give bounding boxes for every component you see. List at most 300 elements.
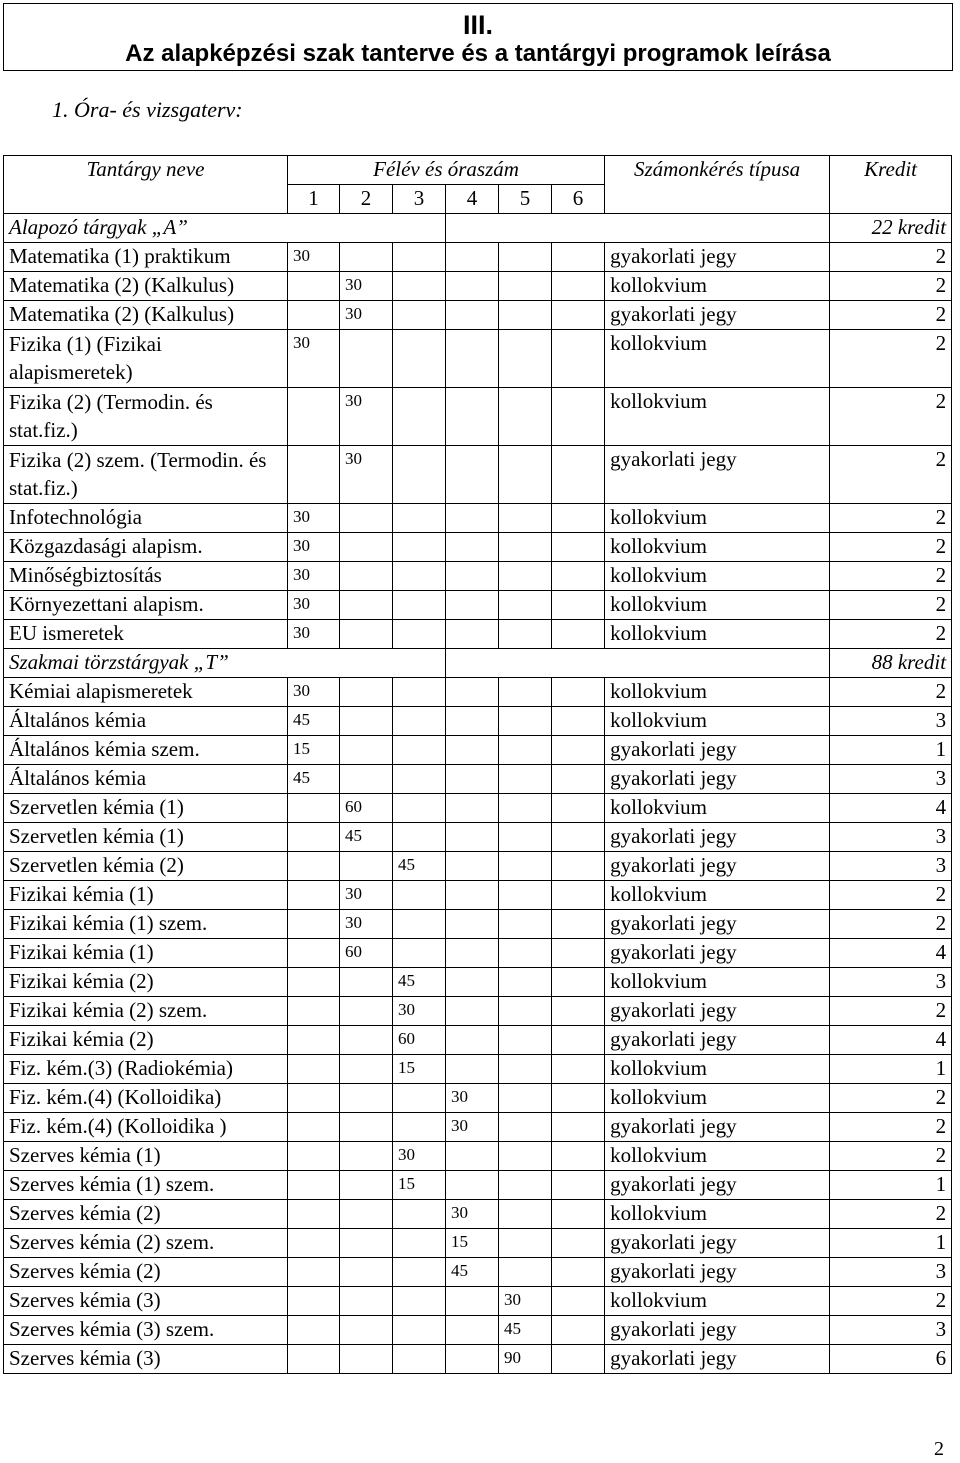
- assessment-type: gyakorlati jegy: [605, 1316, 830, 1345]
- semester-empty: [446, 562, 499, 591]
- semester-empty: [340, 765, 393, 794]
- semester-hours: 45: [446, 1258, 499, 1287]
- semester-empty: [446, 388, 499, 446]
- semester-empty: [499, 446, 552, 504]
- semester-hours: 30: [340, 910, 393, 939]
- table-row: [4, 910, 952, 939]
- semester-empty: [393, 388, 446, 446]
- assessment-type: gyakorlati jegy: [605, 1171, 830, 1200]
- semester-empty: [446, 736, 499, 765]
- credit-value: 2: [830, 272, 952, 301]
- semester-hours: 30: [340, 272, 393, 301]
- credit-value: 2: [830, 1287, 952, 1316]
- semester-hours: 45: [340, 823, 393, 852]
- credit-value: 1: [830, 736, 952, 765]
- assessment-type: kollokvium: [605, 794, 830, 823]
- semester-empty: [552, 707, 605, 736]
- semester-empty: [552, 1142, 605, 1171]
- semester-empty: [393, 446, 446, 504]
- semester-hours: 60: [393, 1026, 446, 1055]
- semester-empty: [552, 1026, 605, 1055]
- credit-value: 4: [830, 794, 952, 823]
- table-row: [4, 1316, 952, 1345]
- semester-empty: [393, 301, 446, 330]
- chapter-number: III.: [462, 10, 493, 40]
- semester-empty: [499, 736, 552, 765]
- table-row: [4, 707, 952, 736]
- semester-empty: [499, 1113, 552, 1142]
- semester-empty: [552, 881, 605, 910]
- assessment-type: kollokvium: [605, 620, 830, 649]
- semester-empty: [552, 562, 605, 591]
- semester-empty: [446, 939, 499, 968]
- semester-empty: [446, 968, 499, 997]
- semester-empty: [393, 591, 446, 620]
- credit-value: 2: [830, 504, 952, 533]
- semester-empty: [552, 852, 605, 881]
- semester-empty: [288, 968, 340, 997]
- semester-empty: [393, 794, 446, 823]
- semester-empty: [340, 1171, 393, 1200]
- semester-empty: [288, 1171, 340, 1200]
- semester-empty: [499, 504, 552, 533]
- credit-value: 1: [830, 1055, 952, 1084]
- semester-hours: 60: [340, 794, 393, 823]
- semester-empty: [446, 1142, 499, 1171]
- subject-name: EU ismeretek: [4, 620, 288, 649]
- assessment-type: kollokvium: [605, 707, 830, 736]
- semester-empty: [393, 562, 446, 591]
- semester-empty: [393, 823, 446, 852]
- semester-empty: [340, 968, 393, 997]
- semester-empty: [340, 620, 393, 649]
- table-row: [4, 272, 952, 301]
- subject-name: Általános kémia szem.: [4, 736, 288, 765]
- semester-empty: [499, 301, 552, 330]
- credit-value: 1: [830, 1229, 952, 1258]
- table-row: [4, 533, 952, 562]
- semester-empty: [288, 1026, 340, 1055]
- semester-empty: [499, 997, 552, 1026]
- semester-hours: 90: [499, 1345, 552, 1374]
- semester-empty: [288, 1142, 340, 1171]
- semester-hours: 15: [393, 1055, 446, 1084]
- semester-empty: [340, 736, 393, 765]
- credit-value: 2: [830, 301, 952, 330]
- semester-empty: [552, 1345, 605, 1374]
- group-credit: 22 kredit: [830, 214, 952, 243]
- subject-name: Szervetlen kémia (2): [4, 852, 288, 881]
- assessment-type: gyakorlati jegy: [605, 1026, 830, 1055]
- semester-empty: [340, 1287, 393, 1316]
- semester-empty: [552, 272, 605, 301]
- assessment-type: kollokvium: [605, 504, 830, 533]
- semester-empty: [288, 1316, 340, 1345]
- subject-name: Fiz. kém.(4) (Kolloidika ): [4, 1113, 288, 1142]
- semester-empty: [288, 1200, 340, 1229]
- credit-value: 2: [830, 678, 952, 707]
- semester-empty: [499, 388, 552, 446]
- semester-empty: [552, 1084, 605, 1113]
- semester-empty: [288, 1258, 340, 1287]
- semester-hours: 15: [393, 1171, 446, 1200]
- semester-empty: [288, 1229, 340, 1258]
- semester-empty: [446, 330, 499, 388]
- semester-empty: [499, 272, 552, 301]
- subject-name: Fizikai kémia (2): [4, 1026, 288, 1055]
- subject-name: Fizikai kémia (2): [4, 968, 288, 997]
- semester-empty: [552, 1316, 605, 1345]
- semester-empty: [499, 1171, 552, 1200]
- table-row: [4, 881, 952, 910]
- semester-empty: [499, 968, 552, 997]
- semester-hours: 45: [393, 968, 446, 997]
- semester-empty: [340, 533, 393, 562]
- semester-empty: [499, 1229, 552, 1258]
- semester-empty: [340, 330, 393, 388]
- assessment-type: kollokvium: [605, 591, 830, 620]
- semester-empty: [288, 794, 340, 823]
- assessment-type: kollokvium: [605, 1200, 830, 1229]
- semester-empty: [446, 533, 499, 562]
- semester-empty: [340, 1345, 393, 1374]
- semester-hours: 45: [288, 765, 340, 794]
- subject-name: Matematika (1) praktikum: [4, 243, 288, 272]
- semester-empty: [499, 939, 552, 968]
- semester-hours: 15: [288, 736, 340, 765]
- credit-value: 2: [830, 533, 952, 562]
- semester-empty: [499, 591, 552, 620]
- curriculum-table: [3, 155, 952, 1374]
- semester-empty: [499, 243, 552, 272]
- semester-empty: [552, 591, 605, 620]
- semester-hours: 30: [288, 562, 340, 591]
- credit-value: 2: [830, 910, 952, 939]
- group-spacer: [446, 214, 830, 243]
- table-row: [4, 678, 952, 707]
- page-number: 2: [934, 1438, 944, 1460]
- semester-empty: [393, 272, 446, 301]
- group-label: Szakmai törzstárgyak „T”: [4, 649, 446, 678]
- group-credit: 88 kredit: [830, 649, 952, 678]
- assessment-type: kollokvium: [605, 388, 830, 446]
- semester-empty: [340, 504, 393, 533]
- assessment-type: gyakorlati jegy: [605, 736, 830, 765]
- semester-empty: [340, 997, 393, 1026]
- semester-empty: [288, 1287, 340, 1316]
- semester-empty: [393, 620, 446, 649]
- chapter-title: Az alapképzési szak tanterve és a tantárgyi programok leírása: [125, 40, 831, 67]
- credit-value: 3: [830, 765, 952, 794]
- semester-empty: [393, 765, 446, 794]
- semester-empty: [288, 910, 340, 939]
- subject-name: Általános kémia: [4, 765, 288, 794]
- assessment-type: kollokvium: [605, 330, 830, 388]
- semester-empty: [446, 1055, 499, 1084]
- semester-empty: [340, 678, 393, 707]
- credit-value: 2: [830, 243, 952, 272]
- credit-value: 3: [830, 707, 952, 736]
- header-assessment: Számonkérés típusa: [605, 156, 830, 214]
- semester-hours: 30: [340, 388, 393, 446]
- semester-empty: [446, 446, 499, 504]
- assessment-type: gyakorlati jegy: [605, 852, 830, 881]
- semester-empty: [340, 707, 393, 736]
- table-row: [4, 1055, 952, 1084]
- subject-name: Szerves kémia (1) szem.: [4, 1171, 288, 1200]
- semester-empty: [446, 678, 499, 707]
- subject-name: Szerves kémia (2): [4, 1258, 288, 1287]
- semester-hours: 30: [340, 301, 393, 330]
- semester-empty: [552, 620, 605, 649]
- table-row: [4, 939, 952, 968]
- header-semester-4: 4: [446, 185, 499, 214]
- semester-empty: [499, 910, 552, 939]
- subject-name: Fizikai kémia (1): [4, 939, 288, 968]
- semester-empty: [393, 330, 446, 388]
- table-row: [4, 620, 952, 649]
- semester-empty: [393, 736, 446, 765]
- table-row: [4, 562, 952, 591]
- table-row: [4, 968, 952, 997]
- subject-name: Szerves kémia (1): [4, 1142, 288, 1171]
- credit-value: 2: [830, 591, 952, 620]
- semester-hours: 15: [446, 1229, 499, 1258]
- semester-empty: [499, 707, 552, 736]
- table-row: [4, 504, 952, 533]
- assessment-type: gyakorlati jegy: [605, 939, 830, 968]
- semester-hours: 30: [288, 533, 340, 562]
- semester-empty: [446, 910, 499, 939]
- semester-empty: [552, 1229, 605, 1258]
- semester-hours: 60: [340, 939, 393, 968]
- semester-empty: [446, 591, 499, 620]
- subject-name: Infotechnológia: [4, 504, 288, 533]
- assessment-type: gyakorlati jegy: [605, 446, 830, 504]
- semester-hours: 30: [446, 1113, 499, 1142]
- semester-empty: [393, 1113, 446, 1142]
- table-row: [4, 1113, 952, 1142]
- credit-value: 3: [830, 823, 952, 852]
- curriculum-table-body: [4, 156, 952, 1374]
- assessment-type: kollokvium: [605, 968, 830, 997]
- semester-empty: [288, 272, 340, 301]
- semester-empty: [552, 1258, 605, 1287]
- semester-empty: [552, 765, 605, 794]
- table-row: [4, 301, 952, 330]
- semester-empty: [446, 504, 499, 533]
- semester-empty: [288, 823, 340, 852]
- table-row: [4, 1229, 952, 1258]
- semester-empty: [393, 1316, 446, 1345]
- assessment-type: kollokvium: [605, 1055, 830, 1084]
- assessment-type: gyakorlati jegy: [605, 1113, 830, 1142]
- semester-hours: 30: [340, 881, 393, 910]
- semester-empty: [340, 1316, 393, 1345]
- semester-empty: [393, 707, 446, 736]
- semester-empty: [552, 504, 605, 533]
- subject-name: Közgazdasági alapism.: [4, 533, 288, 562]
- subject-name: Fiz. kém.(4) (Kolloidika): [4, 1084, 288, 1113]
- semester-empty: [446, 707, 499, 736]
- semester-empty: [552, 1113, 605, 1142]
- semester-empty: [446, 1026, 499, 1055]
- semester-empty: [446, 794, 499, 823]
- table-row: [4, 1026, 952, 1055]
- assessment-type: gyakorlati jegy: [605, 1345, 830, 1374]
- header-credit: Kredit: [830, 156, 952, 214]
- credit-value: 2: [830, 881, 952, 910]
- semester-empty: [552, 388, 605, 446]
- table-row: [4, 1142, 952, 1171]
- semester-empty: [446, 1316, 499, 1345]
- semester-empty: [340, 1055, 393, 1084]
- semester-empty: [446, 997, 499, 1026]
- semester-empty: [552, 243, 605, 272]
- semester-empty: [288, 881, 340, 910]
- semester-empty: [552, 330, 605, 388]
- table-row: [4, 794, 952, 823]
- assessment-type: gyakorlati jegy: [605, 1229, 830, 1258]
- subject-name: Szerves kémia (3): [4, 1345, 288, 1374]
- semester-empty: [340, 562, 393, 591]
- semester-empty: [340, 243, 393, 272]
- semester-empty: [288, 1345, 340, 1374]
- subject-name: Fiz. kém.(3) (Radiokémia): [4, 1055, 288, 1084]
- header-semester-1: 1: [288, 185, 340, 214]
- semester-empty: [552, 736, 605, 765]
- semester-empty: [340, 1113, 393, 1142]
- semester-empty: [393, 1258, 446, 1287]
- semester-empty: [446, 823, 499, 852]
- assessment-type: kollokvium: [605, 678, 830, 707]
- semester-empty: [552, 446, 605, 504]
- semester-empty: [288, 446, 340, 504]
- table-row: [4, 446, 952, 504]
- semester-empty: [499, 881, 552, 910]
- credit-value: 2: [830, 620, 952, 649]
- table-row: [4, 852, 952, 881]
- semester-empty: [499, 1055, 552, 1084]
- credit-value: 2: [830, 562, 952, 591]
- table-row: [4, 823, 952, 852]
- semester-empty: [552, 910, 605, 939]
- semester-empty: [393, 1200, 446, 1229]
- semester-empty: [552, 939, 605, 968]
- credit-value: 4: [830, 939, 952, 968]
- assessment-type: gyakorlati jegy: [605, 1258, 830, 1287]
- semester-hours: 30: [340, 446, 393, 504]
- semester-empty: [552, 997, 605, 1026]
- semester-empty: [552, 533, 605, 562]
- semester-empty: [340, 1200, 393, 1229]
- semester-empty: [340, 852, 393, 881]
- subject-name: Szerves kémia (2): [4, 1200, 288, 1229]
- group-label: Alapozó tárgyak „A”: [4, 214, 446, 243]
- semester-empty: [552, 823, 605, 852]
- semester-empty: [552, 301, 605, 330]
- credit-value: 2: [830, 330, 952, 388]
- subject-name: Környezettani alapism.: [4, 591, 288, 620]
- credit-value: 2: [830, 1142, 952, 1171]
- chapter-title-box: [3, 3, 953, 71]
- semester-empty: [446, 1171, 499, 1200]
- semester-empty: [340, 1084, 393, 1113]
- subject-name: Minőségbiztosítás: [4, 562, 288, 591]
- semester-empty: [499, 852, 552, 881]
- subject-name: Általános kémia: [4, 707, 288, 736]
- table-row: [4, 736, 952, 765]
- table-row: [4, 243, 952, 272]
- subject-name: Fizikai kémia (1) szem.: [4, 910, 288, 939]
- subject-name: Fizika (2) (Termodin. és stat.fiz.): [4, 388, 288, 446]
- subject-name: Szerves kémia (2) szem.: [4, 1229, 288, 1258]
- semester-empty: [446, 620, 499, 649]
- assessment-type: gyakorlati jegy: [605, 823, 830, 852]
- header-semester-5: 5: [499, 185, 552, 214]
- subject-name: Szerves kémia (3): [4, 1287, 288, 1316]
- semester-empty: [288, 852, 340, 881]
- semester-empty: [393, 939, 446, 968]
- credit-value: 2: [830, 388, 952, 446]
- table-row: [4, 1287, 952, 1316]
- header-semester-2: 2: [340, 185, 393, 214]
- semester-empty: [288, 939, 340, 968]
- assessment-type: gyakorlati jegy: [605, 910, 830, 939]
- table-row: [4, 1258, 952, 1287]
- semester-empty: [499, 533, 552, 562]
- group-spacer: [446, 649, 830, 678]
- table-row: [4, 997, 952, 1026]
- table-row: [4, 330, 952, 388]
- semester-empty: [288, 997, 340, 1026]
- assessment-type: gyakorlati jegy: [605, 301, 830, 330]
- credit-value: 2: [830, 997, 952, 1026]
- semester-empty: [393, 243, 446, 272]
- subject-name: Szervetlen kémia (1): [4, 794, 288, 823]
- semester-empty: [499, 1200, 552, 1229]
- table-row: [4, 1084, 952, 1113]
- group-row: [4, 214, 952, 243]
- semester-hours: 30: [288, 504, 340, 533]
- semester-empty: [393, 1084, 446, 1113]
- assessment-type: gyakorlati jegy: [605, 997, 830, 1026]
- semester-empty: [393, 1345, 446, 1374]
- semester-empty: [340, 1258, 393, 1287]
- semester-empty: [499, 1142, 552, 1171]
- semester-hours: 30: [499, 1287, 552, 1316]
- semester-hours: 30: [288, 620, 340, 649]
- semester-empty: [340, 1229, 393, 1258]
- assessment-type: gyakorlati jegy: [605, 765, 830, 794]
- semester-empty: [393, 678, 446, 707]
- subject-name: Szervetlen kémia (1): [4, 823, 288, 852]
- semester-hours: 30: [393, 997, 446, 1026]
- semester-empty: [552, 1287, 605, 1316]
- semester-empty: [340, 1142, 393, 1171]
- table-row: [4, 765, 952, 794]
- semester-empty: [288, 301, 340, 330]
- assessment-type: kollokvium: [605, 1142, 830, 1171]
- table-header-row: [4, 156, 952, 185]
- subject-name: Matematika (2) (Kalkulus): [4, 272, 288, 301]
- subject-name: Fizikai kémia (1): [4, 881, 288, 910]
- semester-empty: [499, 823, 552, 852]
- semester-empty: [446, 272, 499, 301]
- semester-hours: 30: [393, 1142, 446, 1171]
- semester-empty: [552, 794, 605, 823]
- assessment-type: kollokvium: [605, 881, 830, 910]
